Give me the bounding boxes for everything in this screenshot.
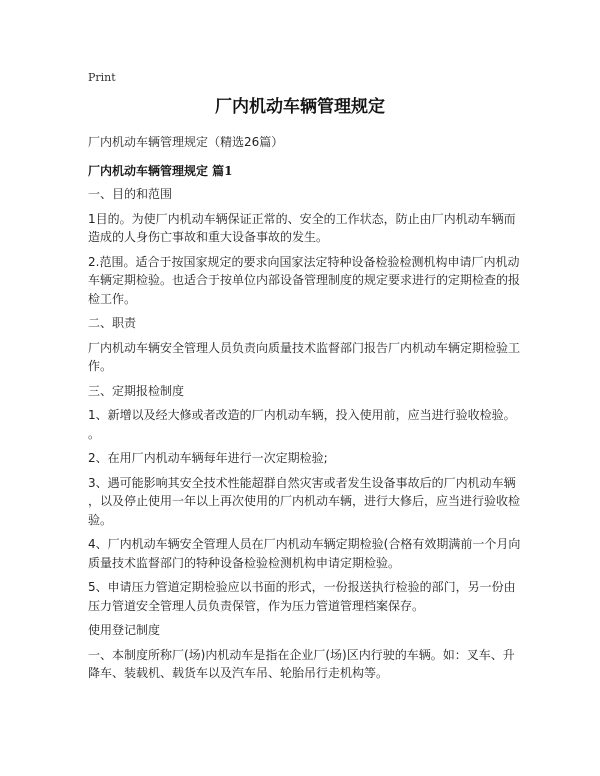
- text-line: 5、申请压力管道定期检验应以书面的形式，一份报送执行检验的部门，另一份由: [88, 580, 516, 594]
- paragraph-scope: [88, 253, 528, 309]
- print-link[interactable]: Print: [88, 71, 116, 84]
- text-line: 使用登记制度: [88, 623, 161, 637]
- text-line: 造成的人身伤亡事故和重大设备事故的发生。: [88, 230, 329, 244]
- text-line: 一、目的和范围: [88, 187, 173, 201]
- document-title: 厂内机动车辆管理规定: [215, 97, 385, 117]
- text-line: 二、职责: [88, 316, 137, 330]
- text-line: ，以及停止使用一年以上再次使用的厂内机动车辆，进行大修后，应当进行验收检: [88, 494, 521, 508]
- text-line: 检工作。: [88, 291, 137, 306]
- section-label-registration: [88, 621, 528, 640]
- text-line: 降车、装载机、载货车以及汽车吊、轮胎吊行走机构等。: [88, 666, 389, 680]
- text-line: 作。: [88, 359, 113, 373]
- text-line: 。: [88, 426, 101, 441]
- paragraph-responsibility: [88, 339, 528, 376]
- text-line: 三、定期报检制度: [88, 383, 185, 398]
- paragraph-purpose: [88, 210, 528, 247]
- section-label-purpose-scope: [88, 185, 528, 204]
- list-item: [88, 535, 528, 572]
- text-line: 一、本制度所称厂(场)内机动车是指在企业厂(场)区内行驶的车辆。如：叉车、升: [88, 647, 515, 662]
- document-subtitle: 厂内机动车辆管理规定（精选26篇）: [88, 135, 284, 149]
- text-line: 车辆定期检验。也适合于按单位内部设备管理制度的规定要求进行的定期检查的报: [88, 273, 521, 287]
- document-content: [88, 133, 528, 689]
- text-line: 验。: [88, 512, 113, 527]
- text-line: 厂内机动车辆安全管理人员负责向质量技术监督部门报告厂内机动车辆定期检验工: [88, 340, 521, 355]
- section-label-inspection: [88, 382, 528, 401]
- section-label-responsibility: [88, 314, 528, 333]
- list-item: [88, 474, 528, 530]
- text-line: 压力管道安全管理人员负责保管，作为压力管道管理档案保存。: [88, 598, 425, 613]
- text-line: 1、新增以及经大修或者改造的厂内机动车辆，投入使用前，应当进行验收检验。: [88, 408, 516, 422]
- list-item: [88, 406, 528, 443]
- list-item: [88, 578, 528, 615]
- text-line: 3、遇可能影响其安全技术性能超群自然灾害或者发生设备事故后的厂内机动车辆: [88, 475, 516, 490]
- text-line: 2、在用厂内机动车辆每年进行一次定期检验;: [88, 451, 328, 465]
- text-line: 2.范围。适合于按国家规定的要求向国家法定特种设备检验检测机构申请厂内机动: [88, 254, 520, 269]
- paragraph-vehicle-definition: [88, 646, 528, 683]
- text-line: 4、厂内机动车辆安全管理人员在厂内机动车辆定期检验(合格有效期满前一个月向: [88, 537, 521, 551]
- text-line: 1目的。为使厂内机动车辆保证正常的、安全的工作状态，防止由厂内机动车辆而: [88, 211, 516, 226]
- article-heading: 厂内机动车辆管理规定 篇1: [88, 164, 233, 178]
- text-line: 质量技术监督部门的特种设备检验检测机构申请定期检验。: [88, 555, 401, 570]
- list-item: [88, 449, 528, 468]
